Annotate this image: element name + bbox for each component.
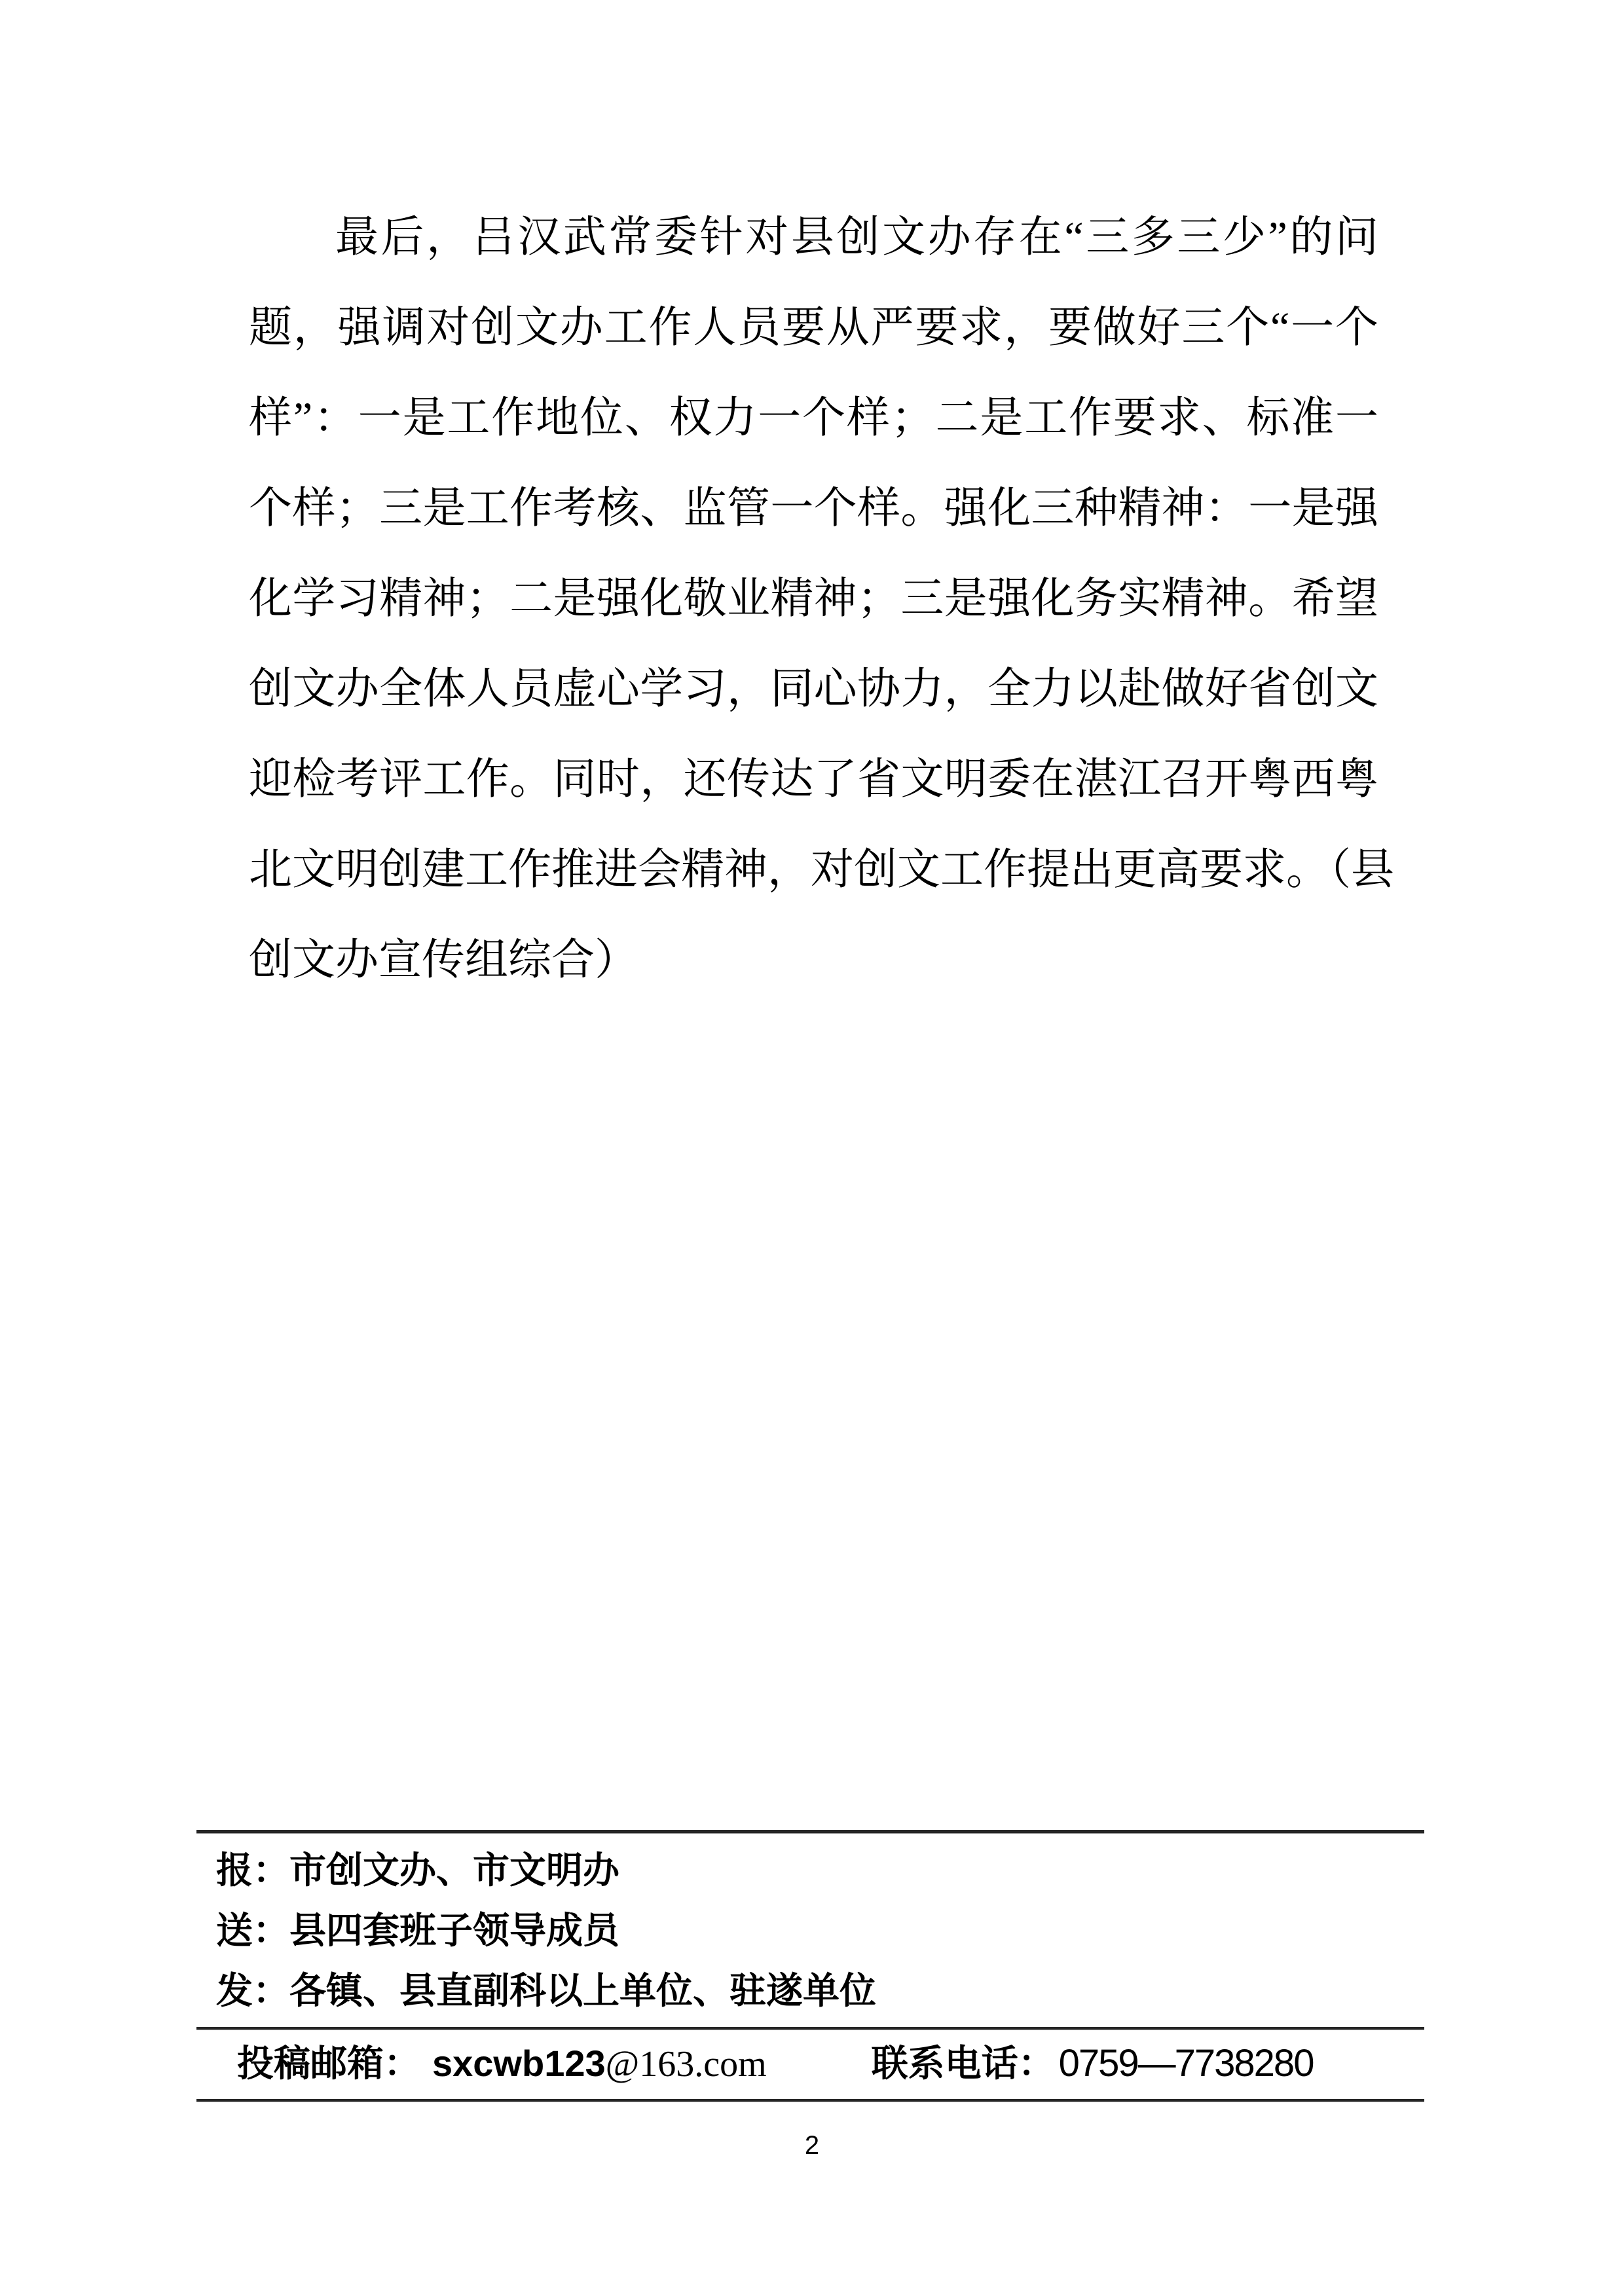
- phone-number: 0759—7738280: [1058, 2042, 1314, 2085]
- page-number: 2: [804, 2131, 820, 2160]
- email-address-user: sxcwb123: [432, 2043, 606, 2084]
- distribution-report-line: 报：市创文办、市文明办: [216, 1851, 619, 1891]
- paragraph-line: 创文办宣传组综合）: [249, 936, 638, 984]
- contact-line: [237, 2037, 1313, 2090]
- distribution-send-line: 送：县四套班子领导成员: [216, 1911, 619, 1952]
- paragraph-line: 个样；三是工作考核、监管一个样。强化三种精神：一是强: [249, 484, 1378, 532]
- paragraph: [249, 192, 1394, 1006]
- phone-label: 联系电话：: [871, 2044, 1055, 2085]
- paragraph-line: 化学习精神；二是强化敬业精神；三是强化务实精神。希望: [249, 575, 1378, 623]
- contact-band-top-rule: [196, 2027, 1424, 2030]
- paragraph-line: 迎检考评工作。同时，还传达了省文明委在湛江召开粤西粤: [249, 756, 1378, 803]
- paragraph-line: 样”：一是工作地位、权力一个样；二是工作要求、标准一: [249, 394, 1378, 442]
- contact-band-bottom-rule: [196, 2099, 1424, 2102]
- distribution-issue-line: 发：各镇、县直副科以上单位、驻遂单位: [216, 1971, 876, 2012]
- paragraph-line: 最后，吕汉武常委针对县创文办存在“三多三少”的问: [335, 213, 1378, 261]
- paragraph-line: 题，强调对创文办工作人员要从严要求，要做好三个“一个: [249, 304, 1378, 352]
- footer-top-rule: [196, 1830, 1424, 1834]
- email-address-domain: @163.com: [605, 2044, 767, 2085]
- distribution-list: [216, 1841, 876, 2022]
- paragraph-line: 北文明创建工作推进会精神，对创文工作提出更高要求。（县: [249, 846, 1394, 894]
- email-label: 投稿邮箱：: [237, 2044, 420, 2085]
- paragraph-line: 创文办全体人员虚心学习，同心协力，全力以赴做好省创文: [249, 665, 1378, 713]
